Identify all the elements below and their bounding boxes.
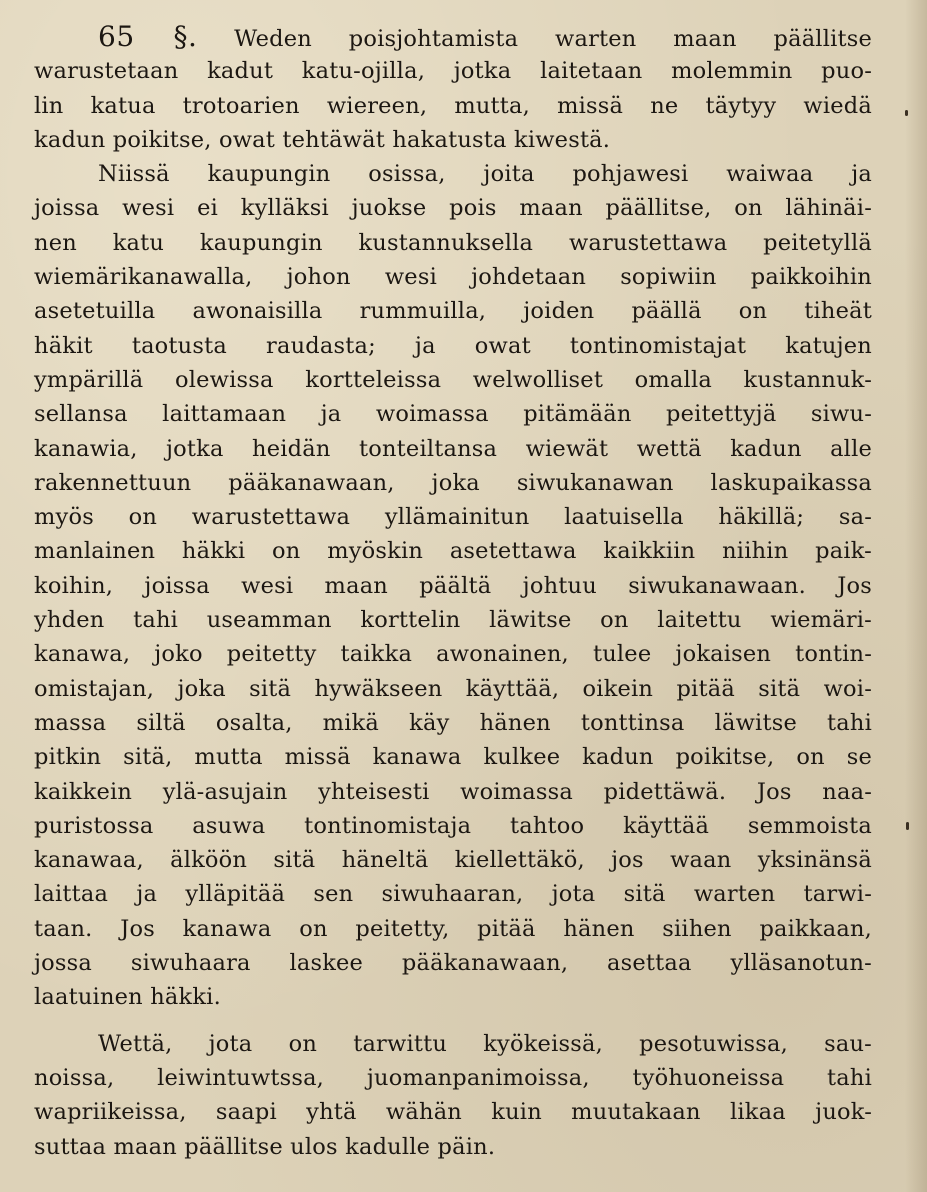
line-text: Weden poisjohtamista warten maan päällitse <box>234 26 872 52</box>
paragraph-line: pitkin sitä, mutta missä kanawa kulkee kadun poikitse, on se <box>34 744 872 771</box>
paper-speck <box>906 822 909 830</box>
paragraph-line: joissa wesi ei kylläksi juokse pois maan päällitse, on lähinäi- <box>34 195 872 222</box>
paragraph-line: ympärillä olewissa kortteleissa welwolliset omalla kustannuk- <box>34 366 872 393</box>
paragraph-line: laittaa ja ylläpitää sen siwuhaaran, jota sitä warten tarwi- <box>34 881 872 908</box>
paragraph-line: koihin, joissa wesi maan päältä johtuu siwukanawaan. Jos <box>34 572 872 599</box>
paragraph-line: wapriikeissa, saapi yhtä wähän kuin muutakaan likaa juok- <box>34 1099 872 1126</box>
paragraph-line: rakennettuun pääkanawaan, joka siwukanawan laskupaikassa <box>34 469 872 496</box>
paragraph-line: kaikkein ylä-asujain yhteisesti woimassa pidettäwä. Jos naa- <box>34 778 872 805</box>
paragraph-line: häkit taotusta raudasta; ja owat tontinomistajat katujen <box>34 332 872 359</box>
paragraph-line: Wettä, jota on tarwittu kyökeissä, pesotuwissa, sau- <box>98 1030 872 1057</box>
paragraph-line: kanawa, joko peitetty taikka awonainen, tulee jokaisen tontin- <box>34 641 872 668</box>
paragraph-line: lin katua trotoarien wiereen, mutta, missä ne täytyy wiedä <box>34 92 872 119</box>
paragraph-line: jossa siwuhaara laskee pääkanawaan, asettaa ylläsanotun- <box>34 950 872 977</box>
paragraph-line: warustetaan kadut katu-ojilla, jotka laitetaan molemmin puo- <box>34 58 872 85</box>
paragraph-line: Niissä kaupungin osissa, joita pohjawesi waiwaa ja <box>98 161 872 188</box>
paragraph-line: omistajan, joka sitä hywäkseen käyttää, oikein pitää sitä woi- <box>34 675 872 702</box>
paragraph-line <box>34 20 872 54</box>
paragraph-line: wiemärikanawalla, johon wesi johdetaan sopiwiin paikkoihin <box>34 264 872 291</box>
paragraph-line: asetetuilla awonaisilla rummuilla, joiden päällä on tiheät <box>34 298 872 325</box>
document-text <box>34 20 872 1164</box>
paragraph-line: kanawaa, älköön sitä häneltä kiellettäkö, jos waan yksinänsä <box>34 847 872 874</box>
paragraph-line: laatuinen häkki. <box>34 984 221 1011</box>
paragraph-2 <box>34 157 872 1014</box>
paper-speck <box>905 110 908 116</box>
paragraph-line: massa siltä osalta, mikä käy hänen tonttinsa läwitse tahi <box>34 709 872 736</box>
paragraph-line: puristossa asuwa tontinomistaja tahtoo käyttää semmoista <box>34 812 872 839</box>
page-edge-shadow <box>905 0 927 1192</box>
paragraph-line: myös on warustettawa yllämainitun laatuisella häkillä; sa- <box>34 504 872 531</box>
paragraph-line: kanawia, jotka heidän tonteiltansa wiewät wettä kadun alle <box>34 435 872 462</box>
paragraph-line: sellansa laittamaan ja woimassa pitämään peitettyjä siwu- <box>34 401 872 428</box>
paragraph-gap <box>34 1015 872 1027</box>
section-number: 65 §. <box>98 20 198 53</box>
paragraph-line: yhden tahi useamman korttelin läwitse on laitettu wiemäri- <box>34 607 872 634</box>
paragraph-line: manlainen häkki on myöskin asetettawa kaikkiin niihin paik- <box>34 538 872 565</box>
paragraph-line: taan. Jos kanawa on peitetty, pitää hänen siihen paikkaan, <box>34 915 872 942</box>
paragraph-line: suttaa maan päällitse ulos kadulle päin. <box>34 1133 496 1160</box>
paragraph-line: kadun poikitse, owat tehtäwät hakatusta kiwestä. <box>34 126 611 153</box>
paragraph-line: nen katu kaupungin kustannuksella warustettawa peitetyllä <box>34 229 872 256</box>
paragraph-1 <box>34 20 872 157</box>
paragraph-3 <box>34 1027 872 1164</box>
paragraph-line: noissa, leiwintuwtssa, juomanpanimoissa, työhuoneissa tahi <box>34 1064 872 1091</box>
